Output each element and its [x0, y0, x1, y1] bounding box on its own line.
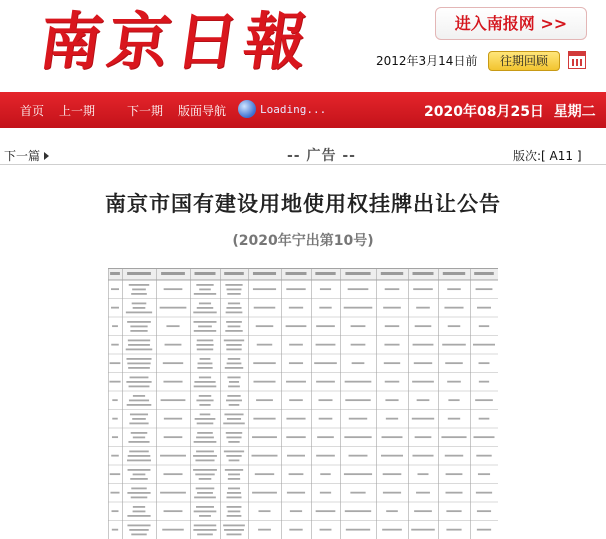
nav-bar: [0, 92, 606, 128]
globe-icon: [238, 100, 256, 118]
archive-date-text: 2012年3月14日前: [376, 54, 478, 68]
announcement-table-image[interactable]: [108, 268, 498, 539]
nav-layout-link[interactable]: 版面导航: [178, 104, 227, 118]
newspaper-logo[interactable]: [34, 2, 314, 82]
divider: [0, 164, 606, 165]
article-title: 南京市国有建设用地使用权挂牌出让公告: [105, 192, 501, 216]
loading-indicator: [238, 100, 326, 118]
logo-char: 京: [102, 5, 178, 78]
loading-text: Loading...: [260, 102, 327, 116]
enter-website-button[interactable]: 进入南报网 >>: [435, 7, 587, 40]
issue-date: [424, 101, 596, 121]
nav-home-link[interactable]: 首页: [20, 104, 45, 118]
next-article-link[interactable]: [4, 147, 49, 164]
triangle-right-icon: [44, 152, 49, 160]
section-label: -- 广告 --: [287, 148, 356, 164]
table-scan-graphic: [108, 268, 498, 539]
nav-next-issue-link[interactable]: 下一期: [127, 104, 164, 118]
article-nav-bar: [0, 143, 606, 165]
past-issues-button[interactable]: 往期回顾: [488, 51, 560, 71]
issue-weekday: 星期二: [553, 104, 596, 120]
page-number: 版次:[ A11 ]: [513, 149, 582, 163]
calendar-icon[interactable]: [568, 51, 586, 69]
issue-date-text: 2020年08月25日: [424, 104, 544, 120]
nav-prev-issue-link[interactable]: 上一期: [59, 104, 96, 118]
masthead: [0, 0, 606, 90]
logo-char: 日: [170, 5, 246, 78]
article-subtitle: (2020年宁出第10号): [232, 233, 374, 249]
logo-char: 南: [34, 5, 110, 78]
logo-char: 報: [238, 5, 314, 78]
next-article-label: 下一篇: [4, 149, 41, 163]
